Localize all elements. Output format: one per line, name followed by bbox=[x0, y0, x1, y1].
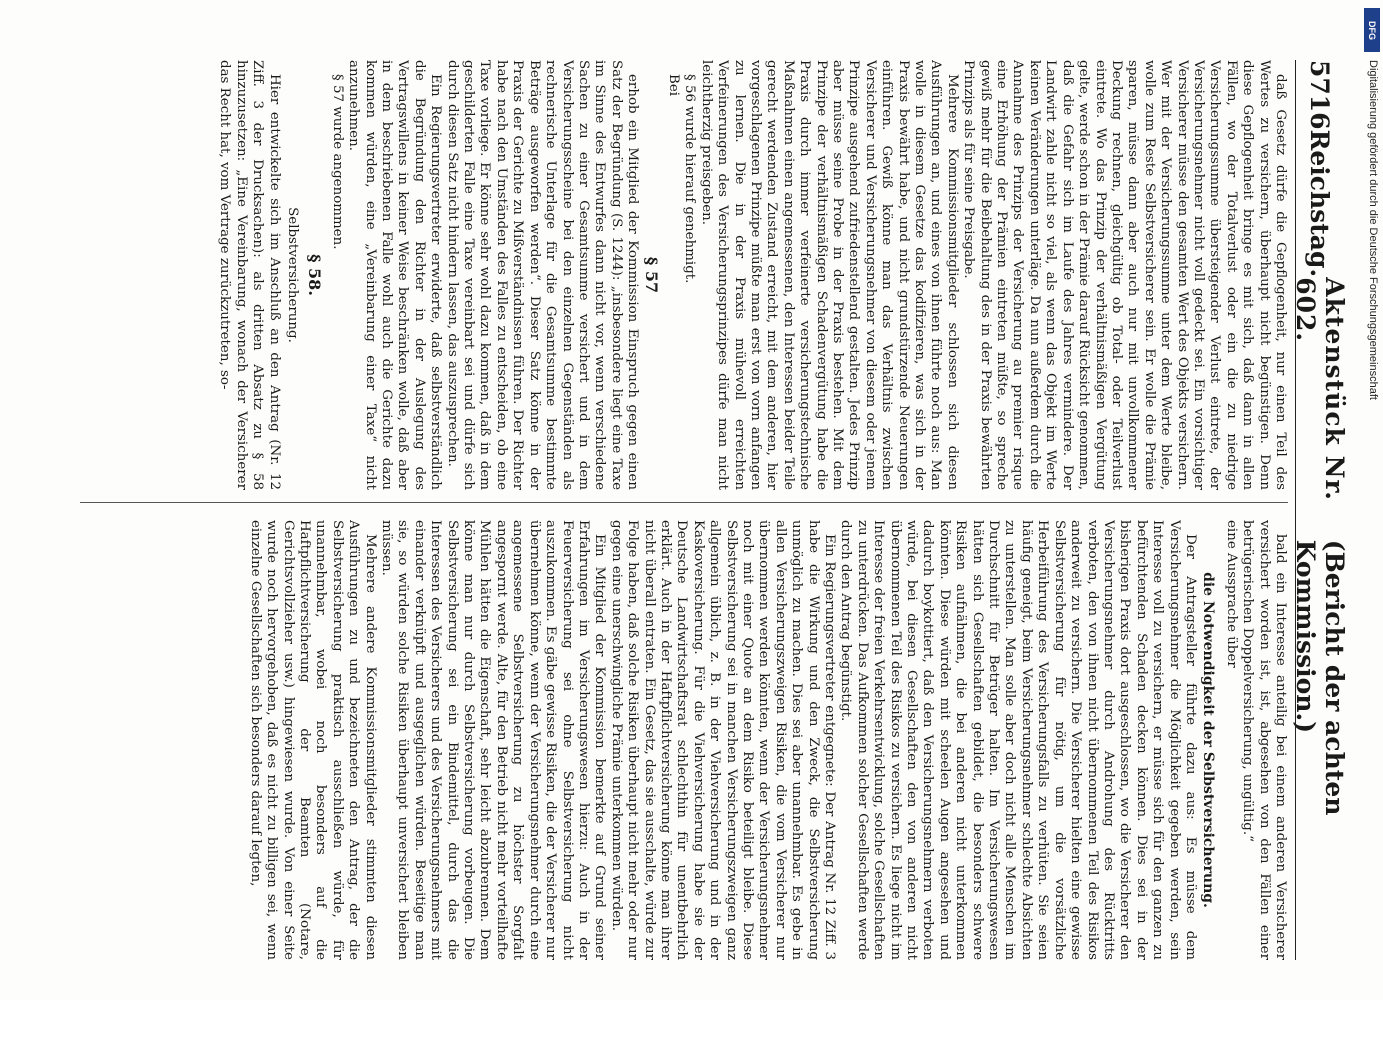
page-number: 5716 bbox=[1305, 60, 1335, 130]
digitization-note bbox=[1363, 60, 1379, 1040]
paragraph: Hier entwickelte sich im Anschluß an den Antrag (Nr. 12 Ziff. 3 der Drucksachen): als dritten Absatz zu § 58 hinzuzusetzen: „Eine Vereinbarung, wonach der Versicherer das Recht hat, vom Vertrage zurückzutreten, so- bbox=[217, 60, 282, 490]
column-separator bbox=[80, 502, 1288, 503]
paragraph: Der Antragsteller führte dazu aus: Es müsse dem Versicherungsnehmer die Möglichkeit gegeben werden, sein Interesse voll zu versichern, er müsse sich für den ganzen zu befürchtenden Schaden decken können. Dies sei in der bisherigen Praxis dort ausgeschlossen, wo die Versicherer den Versicherungsnehmer durch Androhung des Rücktritts verboten, den von ihnen nicht übernommenen Teil des Risikos anderweit zu versichern. Die Versicherer hielten eine gewisse Selbstversicherung für nötig, um die vorsätzliche Herbeiführung des Versicherungsfalls zu verhüten. Sie seien häufig geneigt, beim Versicherungsnehmer schlechte Absichten zu unterstellen. Man solle aber doch nicht alle Menschen im Durchschnitt für Betrüger halten. Im Versicherungswesen hätten sich Gesellschaften gebildet, die besonders schwere Risiken aufnähmen, die bei anderen nicht unterkommen könnten. Diese würden mit scheelen Augen angesehen und dadurch boykottiert, daß den Versicherungsnehmern verboten würde, bei diesen Gesellschaften den von anderen nicht übernommenen Teil des Risikos zu versichern. Es liege nicht im Interesse der freien Verkehrsentwicklung, solche Gesellschaften zu unterdrücken. Das Aufkommen solcher Gesellschaften werde durch den Antrag begünstigt. bbox=[838, 520, 1198, 960]
paragraph: § 56 wurde hierauf genehmigt. bbox=[682, 74, 698, 284]
paragraph: daß Gesetz dürfe die Gepflogenheit, nur einen Teil des Wertes zu versichern, überhaupt nicht begünstigen. Denn diese Gepflogenheit bringe es mit sich, daß dann in allen Fällen, wo der Totalverlust oder ein die zu niedrige Versicherungssumme übersteigender Verlust eintrete, der Versicherungsnehmer nicht voll gedeckt sei. Ein vorsichtiger Versicherer müsse den gesamten Wert des Objekts versichern. Wer mit der Versicherungssumme unter dem Werte bleibe, wolle zum Reste Selbstversicherer sein. Er wolle die Prämie sparen, müsse dann aber auch nur mit unvollkommener Deckung rechnen, gleichgültig ob Total- oder Teilverlust eintrete. Wo das Prinzip der verhältnismäßigen Vergütung gelte, werde schon in der Prämie darauf Rücksicht genommen, daß die Gefahr sich im Laufe des Jahres vermindere. Der Landwirt zahle nicht so viel, als wenn das Objekt im Werte keinen Veränderungen unterläge. Da nun außerdem durch die Annahme des Prinzips der Versicherung au premier risque eine Erhöhung der Prämien eintreten müßte, so spreche gewiß mehr für die Beibehaltung des in der Praxis bewährten Prinzips als für seine Preisgabe. bbox=[961, 60, 1288, 490]
paragraph: bald ein Interesse anteilig bei einem anderen Versicherer versichert worden ist, ist, abgesehen von den Fällen einer betrügerischen Doppelversicherung, ungültig.“ bbox=[1240, 520, 1288, 960]
topic-heading: die Notwendigkeit der Selbstversicherung. bbox=[1200, 572, 1217, 908]
header-title-left: Reichstag. bbox=[1305, 129, 1335, 278]
paragraph: Ein Mitglied der Kommission bemerkte auf Grund seiner Erfahrungen im Versicherungswesen hierzu: Auch in der Feuerversicherung sei ohne Selbstversicherung nicht auszukommen. Es gäbe gewisse Risiken, die der Versicherer nur übernehmen könne, wenn der Versicherungsnehmer durch eine angemessene Selbstversicherung zu höchster Sorgfalt angespornt werde. Alte, für den Betrieb nicht mehr vorteilhafte Mühlen hätten die Eigenschaft, sehr leicht abzubrennen. Dem könne man nur durch Selbstversicherung vorbeugen. Die Selbstversicherung sei ein Bindemittel, durch das die Interessen des Versicherers und des Versicherungsnehmers mit einander verknüpft und ausgeglichen würden. Beseitige man sie, so würden solche Risiken überhaupt unversichert bleiben müssen. bbox=[379, 520, 608, 960]
paragraph: eine Aussprache über bbox=[1223, 520, 1239, 668]
header-title-mid: Aktenstück Nr. 602. bbox=[1291, 277, 1349, 502]
paragraph: Ein Regierungsvertreter erwiderte, daß selbstverständlich die Begründung den Richter in der Auslegung des Vertragswillens in keiner Weise beschränken wolle, daß aber in dem beschriebenen Falle wohl auch die Gerichte dazu kommen würden, eine „Vereinbarung einer Taxe“ nicht anzunehmen. bbox=[346, 60, 444, 490]
left-column bbox=[80, 60, 1288, 490]
section-subheading: Selbstversicherung. bbox=[285, 207, 301, 343]
paragraph: erhob ein Mitglied der Kommission Einspruch gegen einen Satz der Begründung (S. 1244): „insbesondere liegt eine Taxe im Sinne des Entwurfes dann nicht vor, wenn verschiedene Sachen zu einer Gesamtsumme versichert und in dem Versicherungsscheine bei den einzelnen Gegenständen als rechnerische Unterlage für die Gesamtsumme bestimmte Beträge ausgeworfen werden“. Dieser Satz könne in der Praxis der Gerichte zu Mißverständnissen führen. Der Richter habe nach den Umständen des Falles zu entscheiden, ob eine Taxe vorliege. Er könne sehr wohl dazu kommen, daß in dem geschilderten Falle eine Taxe vereinbart sei und dürfe sich durch diesen Satz nicht hindern lassen, das auszusprechen. bbox=[444, 60, 641, 490]
paragraph: Mehrere andere Kommissionsmitglieder stimmten diesen Ausführungen zu und bezeichneten den Antrag, der die Selbstversicherung praktisch ausschließen würde, für unannehmbar, wobei noch besonders auf die Haftpflichtversicherung der Beamten (Notare, Gerichtsvollzieher usw.) hingewiesen wurde. Von einer Seite wurde noch hervorgehoben, daß es nicht zu billigen sei, wenn einzelne Gesellschaften sich besonders darauf legten, bbox=[247, 520, 378, 960]
dfg-logo: DFG bbox=[1364, 8, 1380, 52]
paragraph: Ein Regierungsvertreter entgegnete: Der Antrag Nr. 12 Ziff. 3 habe die Wirkung und den Zweck, die Selbstversicherung unmöglich zu machen. Dies sei aber unannehmbar. Es gebe in allen Versicherungszweigen Risiken, die vom Versicherer nur übernommen werden könnten, wenn der Versicherungsnehmer noch mit einer Quote an dem Risiko beteiligt bleibe. Diese Selbstversicherung sei in manchen Versicherungszweigen ganz allgemein üblich, z. B. in der Viehversicherung und in der Kaskoversicherung. Für die Viehversicherung habe sie der Deutsche Landwirtschaftsrat schlechthin für unentbehrlich erklärt. Auch in der Haftpflichtversicherung könne man ihrer nicht überall entraten. Ein Gesetz, das sie ausschalte, würde zur Folge haben, daß solche Risiken überhaupt nicht mehr oder nur gegen eine unerschwingliche Prämie unterkommen würden. bbox=[608, 520, 838, 960]
rotated-page-content bbox=[50, 0, 1380, 1000]
paragraph: § 57 wurde angenommen. bbox=[329, 74, 345, 250]
header-title-right: (Bericht der achten Kommission.) bbox=[1291, 539, 1349, 816]
page-header bbox=[1291, 60, 1349, 960]
watermark-text: Digitalisierung gefördert durch die Deutsche Forschungsgemeinschaft bbox=[1367, 60, 1379, 400]
header-rule bbox=[1295, 60, 1296, 960]
section-heading-57: § 57 bbox=[641, 256, 661, 294]
section-heading-58: § 58. bbox=[305, 254, 325, 296]
right-column bbox=[80, 520, 1288, 960]
paragraph: Bei bbox=[665, 74, 681, 97]
paragraph: Mehrere Kommissionsmitglieder schlossen sich diesen Ausführungen an, und eines von ihnen führte noch aus: Man wolle in diesem Gesetze das kodifizieren, was sich in der Praxis bewährt habe, und nicht grundstürzende Neuerungen einführen. Gewiß könne man das Verhältnis zwischen Versicherer und Versicherungsnehmer von diesem oder jenem Prinzipe ausgehend zufriedenstellend gestalten. Jedes Prinzip aber müsse seine Probe in der Praxis bestehen. Mit dem Prinzipe der verhältnismäßigen Schadenvergütung habe die Praxis durch immer verfeinerte versicherungstechnische Maßnahmen einen angemessenen, den Interessen beider Teile gerecht werdenden Zustand erreicht, mit dem anderen, hier vorgeschlagenen Prinzipe müßte man erst von vorn anfangen zu lernen. Die in der Praxis mühevoll erreichten Verfeinerungen des Versicherungsprinzipes dürfe man nicht leichtherzig preisgeben. bbox=[698, 60, 960, 490]
